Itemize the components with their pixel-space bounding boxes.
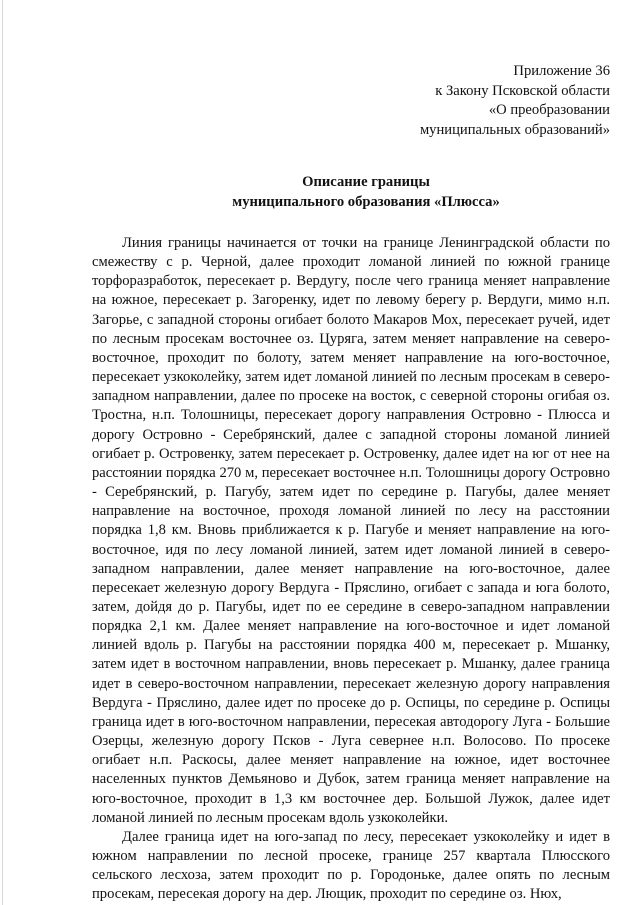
document-body	[92, 234, 610, 904]
annex-law-title-line2: муниципальных образований»	[419, 121, 610, 138]
document-title	[92, 173, 610, 212]
document-title-line1: Описание границы	[302, 174, 430, 190]
annex-header	[92, 62, 610, 140]
document-page	[92, 62, 610, 904]
document-title-line2: муниципального образования «Плюсса»	[232, 193, 500, 210]
body-paragraph-2: Далее граница идет на юго-запад по лесу, пересекает узкоколейку и идет в южном направлении по лесной просеке, границе 257 квартала Плюсского сельского лесхоза, затем проходит по р. Городоньке, далее опять по лесным просекам, пересекая дорогу на дер. Лющик, проходит по середине оз. Нюх,	[92, 828, 610, 903]
annex-number: Приложение 36	[513, 63, 610, 79]
page-edge-line	[2, 0, 3, 905]
annex-law-title-line1: «О преобразовании	[488, 102, 610, 118]
annex-law-reference: к Закону Псковской области	[435, 82, 610, 99]
body-paragraph-1: Линия границы начинается от точки на границе Ленинградской области по смежеству с р. Черной, далее проходит ломаной линией по южной границе торфоразработок, пересекает р. Вердугу, после чего граница меняет направление на южное, пересекает р. Загоренку, идет по левому берегу р. Вердуги, мимо н.п. Загорье, с западной стороны огибает болото Макаров Мох, пересекает ручей, идет по лесным просекам восточнее оз. Цуряга, затем меняет направление на северо-восточное, проходит по болоту, затем меняет направление на юго-восточное, пересекает узкоколейку, затем идет ломаной линией по лесным просекам в северо-западном направлении, далее по просеке на восток, с северной стороны огибая оз. Тростна, н.п. Толошницы, пересекает дорогу направления Островно - Плюсса и дорогу Островно - Серебрянский, далее с западной стороны ломаной линией огибает р. Островенку, затем пересекает р. Островенку, далее идет на юг от нее на расстоянии порядка 270 м, пересекает восточнее н.п. Толошницы дорогу Островно - Серебрянский, р. Пагубу, затем идет по середине р. Пагубы, далее меняет направление на восточное, проходя ломаной линией по лесу на расстоянии порядка 1,8 км. Вновь приближается к р. Пагубе и меняет направление на юго-восточное, идя по лесу ломаной линией, затем идет ломаной линией в северо-западном направлении, далее меняет направление на юго-восточное, далее пересекает железную дорогу Вердуга - Пряслино, огибает с запада и юга болото, затем, дойдя до р. Пагубы, идет по ее середине в северо-западном направлении порядка 2,1 км. Далее меняет направление на юго-восточное и идет ломаной линией вдоль р. Пагубы на расстоянии порядка 400 м, пересекает р. Мшанку, затем идет в восточном направлении, вновь пересекает р. Мшанку, далее граница идет в северо-восточном направлении, пересекает железную дорогу направления Вердуга - Пряслино, далее идет по просеке до р. Оспицы, по середине р. Оспицы граница идет в юго-восточном направлении, пересекая автодорогу Луга - Большие Озерцы, железную дорогу Псков - Луга севернее н.п. Волосово. По просеке огибает н.п. Раскосы, далее меняет направление на южное, идет восточнее населенных пунктов Демьяново и Дубок, затем граница меняет направление на юго-восточное, проходит в 1,3 км восточнее дер. Большой Лужок, далее идет ломаной линией по лесным просекам вдоль узкоколейки.	[92, 235, 610, 826]
